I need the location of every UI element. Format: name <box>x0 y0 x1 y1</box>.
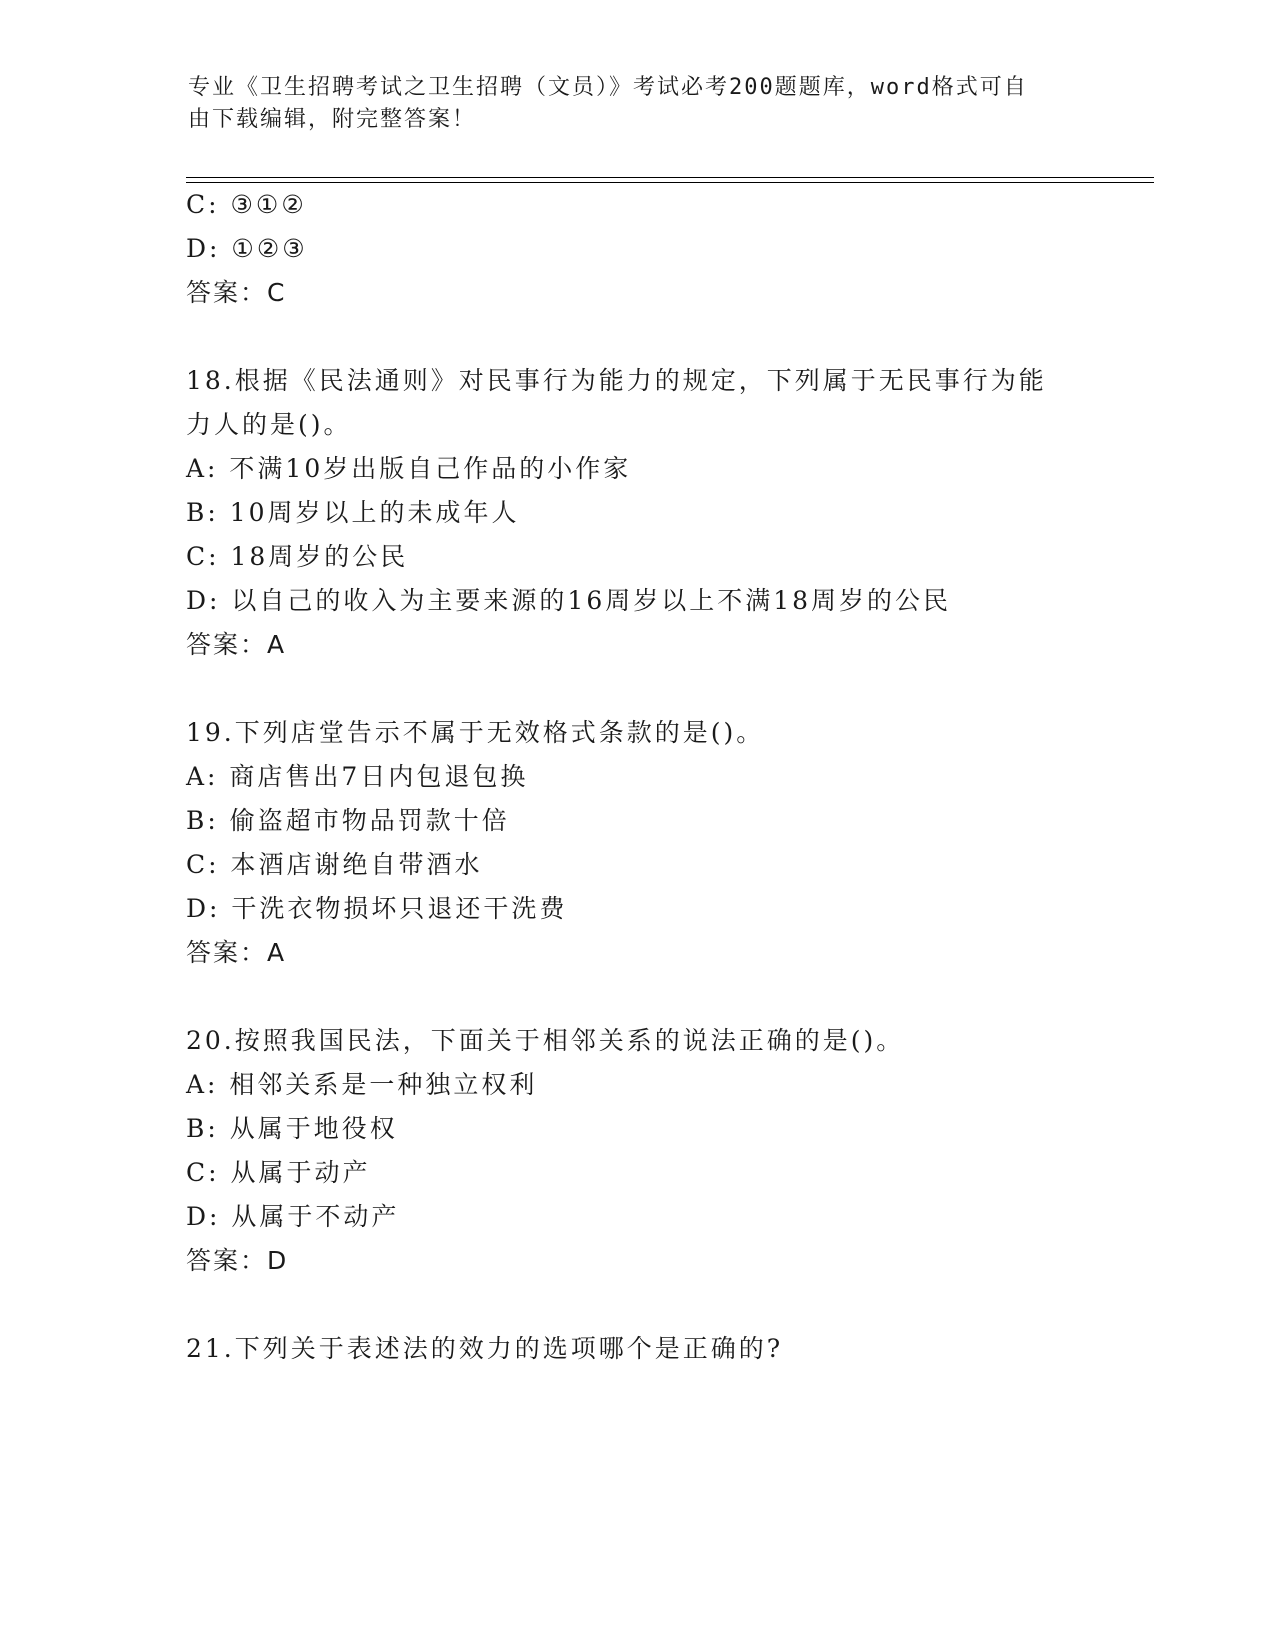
q20-option-c: C: 从属于动产 <box>186 1158 371 1187</box>
q20-option-b: B: 从属于地役权 <box>186 1114 398 1143</box>
header-line-2: 由下载编辑，附完整答案！ <box>188 107 477 132</box>
q20-option-a: A: 相邻关系是一种独立权利 <box>186 1070 538 1099</box>
q18-option-b: B: 10周岁以上的未成年人 <box>186 498 520 527</box>
q18-stem-line-2: 力人的是()。 <box>186 410 352 439</box>
q19-answer: 答案：A <box>186 938 287 967</box>
prev-option-c: C: ③①② <box>186 190 307 219</box>
q20-stem: 20.按照我国民法，下面关于相邻关系的说法正确的是()。 <box>186 1026 905 1055</box>
q21-stem: 21.下列关于表述法的效力的选项哪个是正确的? <box>186 1334 784 1363</box>
q19-option-c: C: 本酒店谢绝自带酒水 <box>186 850 483 879</box>
header-line-1: 专业《卫生招聘考试之卫生招聘（文员）》考试必考200题题库，word格式可自 <box>188 75 1028 100</box>
q18-stem-line-1: 18.根据《民法通则》对民事行为能力的规定，下列属于无民事行为能 <box>186 366 1047 395</box>
q19-option-b: B: 偷盗超市物品罚款十倍 <box>186 806 510 835</box>
q19-option-d: D: 干洗衣物损坏只退还干洗费 <box>186 894 568 923</box>
q19-option-a: A: 商店售出7日内包退包换 <box>186 762 529 791</box>
q20-answer: 答案：D <box>186 1246 289 1275</box>
document-header <box>188 72 1078 136</box>
prev-option-d: D: ①②③ <box>186 234 308 263</box>
header-divider-top <box>186 177 1154 178</box>
q18-option-d: D: 以自己的收入为主要来源的16周岁以上不满18周岁的公民 <box>186 586 952 615</box>
prev-answer: 答案：C <box>186 278 287 307</box>
q18-option-a: A: 不满10岁出版自己作品的小作家 <box>186 454 632 483</box>
q20-option-d: D: 从属于不动产 <box>186 1202 400 1231</box>
q18-option-c: C: 18周岁的公民 <box>186 542 409 571</box>
header-divider-bottom <box>186 182 1154 183</box>
q19-stem: 19.下列店堂告示不属于无效格式条款的是()。 <box>186 718 765 747</box>
q18-answer: 答案：A <box>186 630 287 659</box>
